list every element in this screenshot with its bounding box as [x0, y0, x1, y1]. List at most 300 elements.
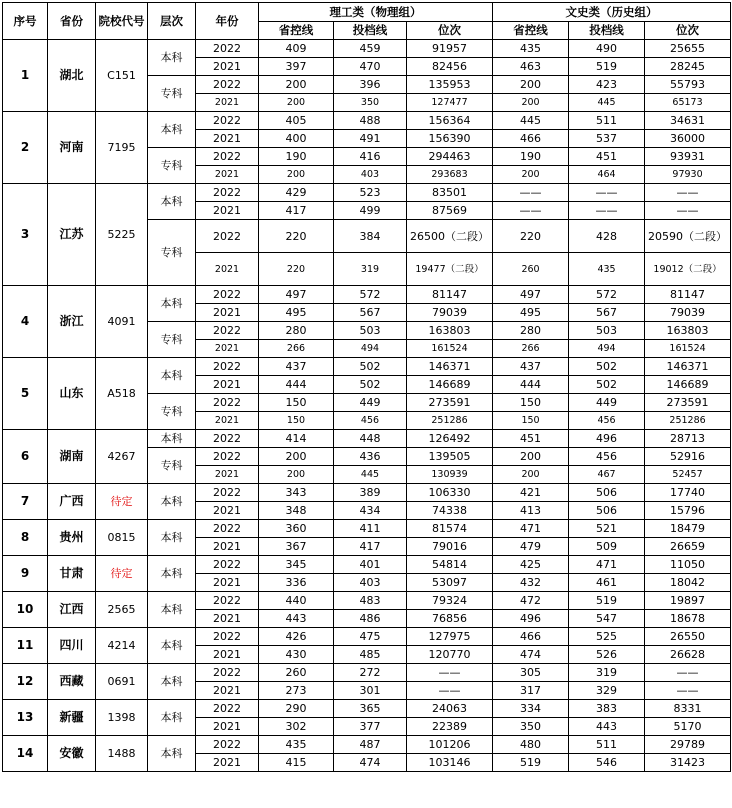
arts-admit-line: 428	[569, 220, 645, 253]
arts-control-line: 479	[493, 538, 569, 556]
science-admit-line: 319	[334, 253, 407, 286]
science-rank: ——	[407, 682, 493, 700]
science-rank: 74338	[407, 502, 493, 520]
year-cell: 2022	[196, 76, 259, 94]
year-cell: 2021	[196, 253, 259, 286]
science-control-line: 345	[259, 556, 334, 574]
year-cell: 2022	[196, 484, 259, 502]
level-label: 本科	[148, 700, 196, 736]
arts-control-line: 435	[493, 40, 569, 58]
arts-admit-line: 435	[569, 253, 645, 286]
level-label: 本科	[148, 40, 196, 76]
arts-control-line: 432	[493, 574, 569, 592]
arts-admit-line: 502	[569, 358, 645, 376]
arts-control-line: 334	[493, 700, 569, 718]
arts-rank: 251286	[645, 412, 731, 430]
table-row	[3, 112, 731, 130]
science-control-line: 200	[259, 166, 334, 184]
science-rank: 81574	[407, 520, 493, 538]
arts-rank: 11050	[645, 556, 731, 574]
arts-control-line: 200	[493, 466, 569, 484]
science-admit-line: 488	[334, 112, 407, 130]
science-admit-line: 502	[334, 376, 407, 394]
year-cell: 2022	[196, 700, 259, 718]
science-admit-line: 416	[334, 148, 407, 166]
arts-rank: 163803	[645, 322, 731, 340]
row-no: 8	[3, 520, 48, 556]
science-admit-line: 401	[334, 556, 407, 574]
school-code: 1488	[96, 736, 148, 772]
province-name: 江苏	[48, 184, 96, 286]
science-admit-line: 502	[334, 358, 407, 376]
science-rank: 146689	[407, 376, 493, 394]
science-control-line: 360	[259, 520, 334, 538]
arts-control-line: 350	[493, 718, 569, 736]
year-cell: 2022	[196, 430, 259, 448]
school-code: 待定	[96, 484, 148, 520]
year-cell: 2022	[196, 736, 259, 754]
science-control-line: 280	[259, 322, 334, 340]
science-rank: 101206	[407, 736, 493, 754]
school-code: 4091	[96, 286, 148, 358]
arts-control-line: 496	[493, 610, 569, 628]
arts-control-line: 150	[493, 394, 569, 412]
science-control-line: 200	[259, 448, 334, 466]
level-label: 本科	[148, 358, 196, 394]
province-name: 山东	[48, 358, 96, 430]
row-no: 11	[3, 628, 48, 664]
arts-admit-line: 467	[569, 466, 645, 484]
level-label: 本科	[148, 736, 196, 772]
arts-admit-line: 506	[569, 484, 645, 502]
arts-admit-line: 503	[569, 322, 645, 340]
year-cell: 2021	[196, 58, 259, 76]
science-control-line: 409	[259, 40, 334, 58]
year-cell: 2021	[196, 412, 259, 430]
table-row	[3, 520, 731, 538]
row-no: 12	[3, 664, 48, 700]
arts-rank: 146689	[645, 376, 731, 394]
arts-control-line: 480	[493, 736, 569, 754]
arts-control-line: 466	[493, 130, 569, 148]
science-admit-line: 487	[334, 736, 407, 754]
science-admit-line: 470	[334, 58, 407, 76]
province-name: 湖北	[48, 40, 96, 112]
science-admit-line: 445	[334, 466, 407, 484]
arts-rank: ——	[645, 664, 731, 682]
science-control-line: 437	[259, 358, 334, 376]
arts-control-line: 471	[493, 520, 569, 538]
arts-rank: 31423	[645, 754, 731, 772]
science-admit-line: 572	[334, 286, 407, 304]
arts-admit-line: 319	[569, 664, 645, 682]
year-cell: 2021	[196, 304, 259, 322]
school-code: 4214	[96, 628, 148, 664]
table-row	[3, 184, 731, 202]
science-control-line: 260	[259, 664, 334, 682]
row-no: 1	[3, 40, 48, 112]
row-no: 9	[3, 556, 48, 592]
row-no: 2	[3, 112, 48, 184]
year-cell: 2022	[196, 592, 259, 610]
arts-control-line: 495	[493, 304, 569, 322]
arts-rank: 5170	[645, 718, 731, 736]
arts-rank: 146371	[645, 358, 731, 376]
arts-rank: 97930	[645, 166, 731, 184]
science-rank: 22389	[407, 718, 493, 736]
arts-control-line: 463	[493, 58, 569, 76]
arts-control-line: 266	[493, 340, 569, 358]
science-control-line: 443	[259, 610, 334, 628]
row-no: 5	[3, 358, 48, 430]
year-cell: 2022	[196, 220, 259, 253]
level-label: 本科	[148, 184, 196, 220]
science-control-line: 200	[259, 466, 334, 484]
province-name: 四川	[48, 628, 96, 664]
science-rank: 79016	[407, 538, 493, 556]
arts-control-line: 437	[493, 358, 569, 376]
year-cell: 2022	[196, 148, 259, 166]
science-rank: 82456	[407, 58, 493, 76]
arts-admit-line: 456	[569, 448, 645, 466]
arts-admit-line: 490	[569, 40, 645, 58]
science-rank: 87569	[407, 202, 493, 220]
header-art-rank: 位次	[645, 22, 731, 40]
arts-control-line: 497	[493, 286, 569, 304]
header-art-admit: 投档线	[569, 22, 645, 40]
year-cell: 2022	[196, 322, 259, 340]
arts-admit-line: 451	[569, 148, 645, 166]
year-cell: 2022	[196, 448, 259, 466]
science-control-line: 150	[259, 412, 334, 430]
province-name: 浙江	[48, 286, 96, 358]
science-rank: 156390	[407, 130, 493, 148]
science-control-line: 435	[259, 736, 334, 754]
science-admit-line: 499	[334, 202, 407, 220]
arts-rank: 19012（二段）	[645, 253, 731, 286]
year-cell: 2021	[196, 646, 259, 664]
row-no: 13	[3, 700, 48, 736]
year-cell: 2021	[196, 754, 259, 772]
level-label: 本科	[148, 520, 196, 556]
arts-control-line: 200	[493, 94, 569, 112]
arts-control-line: 200	[493, 76, 569, 94]
row-no: 6	[3, 430, 48, 484]
province-name: 安徽	[48, 736, 96, 772]
header-school-code: 院校代号	[96, 3, 148, 40]
year-cell: 2021	[196, 376, 259, 394]
science-admit-line: 272	[334, 664, 407, 682]
school-code: 2565	[96, 592, 148, 628]
science-admit-line: 503	[334, 322, 407, 340]
arts-admit-line: 383	[569, 700, 645, 718]
school-code: A518	[96, 358, 148, 430]
arts-admit-line: 519	[569, 592, 645, 610]
level-label: 专科	[148, 448, 196, 484]
year-cell: 2022	[196, 112, 259, 130]
table-row	[3, 40, 731, 58]
arts-admit-line: 511	[569, 736, 645, 754]
science-control-line: 220	[259, 220, 334, 253]
science-rank: 53097	[407, 574, 493, 592]
science-rank: 161524	[407, 340, 493, 358]
header-province: 省份	[48, 3, 96, 40]
arts-rank: 81147	[645, 286, 731, 304]
province-name: 贵州	[48, 520, 96, 556]
science-control-line: 336	[259, 574, 334, 592]
header-level: 层次	[148, 3, 196, 40]
science-admit-line: 491	[334, 130, 407, 148]
arts-rank: 19897	[645, 592, 731, 610]
header-sci-control: 省控线	[259, 22, 334, 40]
arts-admit-line: 502	[569, 376, 645, 394]
science-admit-line: 486	[334, 610, 407, 628]
arts-rank: 52457	[645, 466, 731, 484]
science-admit-line: 448	[334, 430, 407, 448]
arts-rank: 273591	[645, 394, 731, 412]
row-no: 3	[3, 184, 48, 286]
arts-control-line: 260	[493, 253, 569, 286]
table-row	[3, 592, 731, 610]
science-admit-line: 483	[334, 592, 407, 610]
science-admit-line: 434	[334, 502, 407, 520]
year-cell: 2021	[196, 202, 259, 220]
arts-control-line: 317	[493, 682, 569, 700]
science-admit-line: 456	[334, 412, 407, 430]
science-rank: 251286	[407, 412, 493, 430]
science-control-line: 200	[259, 76, 334, 94]
science-control-line: 497	[259, 286, 334, 304]
year-cell: 2021	[196, 610, 259, 628]
science-control-line: 348	[259, 502, 334, 520]
arts-control-line: 466	[493, 628, 569, 646]
arts-control-line: 472	[493, 592, 569, 610]
arts-admit-line: 511	[569, 112, 645, 130]
science-rank: 24063	[407, 700, 493, 718]
year-cell: 2021	[196, 574, 259, 592]
science-rank: 127477	[407, 94, 493, 112]
arts-rank: 18042	[645, 574, 731, 592]
science-admit-line: 301	[334, 682, 407, 700]
arts-admit-line: 519	[569, 58, 645, 76]
science-admit-line: 411	[334, 520, 407, 538]
arts-admit-line: 443	[569, 718, 645, 736]
science-rank: 135953	[407, 76, 493, 94]
science-admit-line: 396	[334, 76, 407, 94]
arts-admit-line: 537	[569, 130, 645, 148]
school-code: 4267	[96, 430, 148, 484]
science-admit-line: 494	[334, 340, 407, 358]
table-row	[3, 430, 731, 448]
arts-admit-line: 423	[569, 76, 645, 94]
science-control-line: 220	[259, 253, 334, 286]
science-rank: 19477（二段）	[407, 253, 493, 286]
science-control-line: 444	[259, 376, 334, 394]
arts-admit-line: 572	[569, 286, 645, 304]
row-no: 14	[3, 736, 48, 772]
arts-admit-line: 526	[569, 646, 645, 664]
science-control-line: 273	[259, 682, 334, 700]
arts-rank: 18678	[645, 610, 731, 628]
science-rank: 91957	[407, 40, 493, 58]
level-label: 本科	[148, 430, 196, 448]
science-rank: 103146	[407, 754, 493, 772]
school-code: 0691	[96, 664, 148, 700]
science-control-line: 405	[259, 112, 334, 130]
arts-rank: 26659	[645, 538, 731, 556]
science-control-line: 290	[259, 700, 334, 718]
arts-control-line: ——	[493, 202, 569, 220]
science-admit-line: 389	[334, 484, 407, 502]
arts-admit-line: 509	[569, 538, 645, 556]
science-admit-line: 365	[334, 700, 407, 718]
province-name: 广西	[48, 484, 96, 520]
science-rank: 126492	[407, 430, 493, 448]
science-control-line: 414	[259, 430, 334, 448]
header-sci-admit: 投档线	[334, 22, 407, 40]
arts-rank: 28245	[645, 58, 731, 76]
science-rank: 54814	[407, 556, 493, 574]
year-cell: 2022	[196, 556, 259, 574]
science-admit-line: 350	[334, 94, 407, 112]
arts-rank: 18479	[645, 520, 731, 538]
arts-admit-line: 494	[569, 340, 645, 358]
arts-rank: 29789	[645, 736, 731, 754]
table-row	[3, 358, 731, 376]
year-cell: 2021	[196, 718, 259, 736]
arts-rank: 8331	[645, 700, 731, 718]
table-row	[3, 484, 731, 502]
arts-rank: 161524	[645, 340, 731, 358]
province-name: 新疆	[48, 700, 96, 736]
arts-rank: 26550	[645, 628, 731, 646]
science-rank: 130939	[407, 466, 493, 484]
science-control-line: 415	[259, 754, 334, 772]
science-rank: 294463	[407, 148, 493, 166]
school-code: 待定	[96, 556, 148, 592]
science-rank: 139505	[407, 448, 493, 466]
header-year: 年份	[196, 3, 259, 40]
science-control-line: 200	[259, 94, 334, 112]
table-row	[3, 736, 731, 754]
level-label: 专科	[148, 76, 196, 112]
science-control-line: 302	[259, 718, 334, 736]
science-rank: 81147	[407, 286, 493, 304]
science-rank: 146371	[407, 358, 493, 376]
arts-admit-line: 521	[569, 520, 645, 538]
arts-admit-line: 471	[569, 556, 645, 574]
level-label: 本科	[148, 664, 196, 700]
arts-admit-line: 547	[569, 610, 645, 628]
school-code: 0815	[96, 520, 148, 556]
science-control-line: 426	[259, 628, 334, 646]
science-admit-line: 523	[334, 184, 407, 202]
arts-admit-line: 567	[569, 304, 645, 322]
header-group-science: 理工类（物理组）	[259, 3, 493, 22]
level-label: 本科	[148, 286, 196, 322]
level-label: 本科	[148, 592, 196, 628]
science-rank: 106330	[407, 484, 493, 502]
level-label: 专科	[148, 148, 196, 184]
science-control-line: 430	[259, 646, 334, 664]
table-row	[3, 700, 731, 718]
level-label: 专科	[148, 322, 196, 358]
science-control-line: 343	[259, 484, 334, 502]
admission-score-table	[2, 2, 731, 772]
table-row	[3, 556, 731, 574]
science-rank: 76856	[407, 610, 493, 628]
header-art-control: 省控线	[493, 22, 569, 40]
arts-admit-line: 496	[569, 430, 645, 448]
level-label: 本科	[148, 112, 196, 148]
school-code: 7195	[96, 112, 148, 184]
year-cell: 2021	[196, 166, 259, 184]
science-control-line: 417	[259, 202, 334, 220]
arts-control-line: 413	[493, 502, 569, 520]
table-row	[3, 664, 731, 682]
year-cell: 2022	[196, 184, 259, 202]
science-control-line: 266	[259, 340, 334, 358]
science-control-line: 190	[259, 148, 334, 166]
province-name: 河南	[48, 112, 96, 184]
table-body	[3, 40, 731, 772]
province-name: 西藏	[48, 664, 96, 700]
arts-rank: 15796	[645, 502, 731, 520]
science-rank: 120770	[407, 646, 493, 664]
arts-control-line: 474	[493, 646, 569, 664]
arts-rank: 26628	[645, 646, 731, 664]
arts-rank: 79039	[645, 304, 731, 322]
arts-admit-line: 506	[569, 502, 645, 520]
arts-rank: 25655	[645, 40, 731, 58]
science-admit-line: 459	[334, 40, 407, 58]
year-cell: 2021	[196, 502, 259, 520]
science-admit-line: 403	[334, 574, 407, 592]
science-admit-line: 436	[334, 448, 407, 466]
science-control-line: 495	[259, 304, 334, 322]
science-control-line: 400	[259, 130, 334, 148]
arts-admit-line: 329	[569, 682, 645, 700]
arts-control-line: 190	[493, 148, 569, 166]
science-admit-line: 377	[334, 718, 407, 736]
arts-rank: ——	[645, 202, 731, 220]
arts-admit-line: 445	[569, 94, 645, 112]
science-rank: 127975	[407, 628, 493, 646]
level-label: 专科	[148, 220, 196, 286]
arts-control-line: 425	[493, 556, 569, 574]
table-row	[3, 628, 731, 646]
arts-admit-line: 546	[569, 754, 645, 772]
arts-admit-line: ——	[569, 202, 645, 220]
science-rank: 79324	[407, 592, 493, 610]
arts-rank: 52916	[645, 448, 731, 466]
school-code: C151	[96, 40, 148, 112]
arts-admit-line: 461	[569, 574, 645, 592]
arts-admit-line: 525	[569, 628, 645, 646]
science-admit-line: 474	[334, 754, 407, 772]
level-label: 本科	[148, 628, 196, 664]
level-label: 专科	[148, 394, 196, 430]
year-cell: 2021	[196, 466, 259, 484]
arts-control-line: 305	[493, 664, 569, 682]
science-admit-line: 449	[334, 394, 407, 412]
science-control-line: 367	[259, 538, 334, 556]
year-cell: 2021	[196, 94, 259, 112]
arts-rank: 20590（二段）	[645, 220, 731, 253]
row-no: 7	[3, 484, 48, 520]
science-admit-line: 384	[334, 220, 407, 253]
arts-control-line: 200	[493, 448, 569, 466]
